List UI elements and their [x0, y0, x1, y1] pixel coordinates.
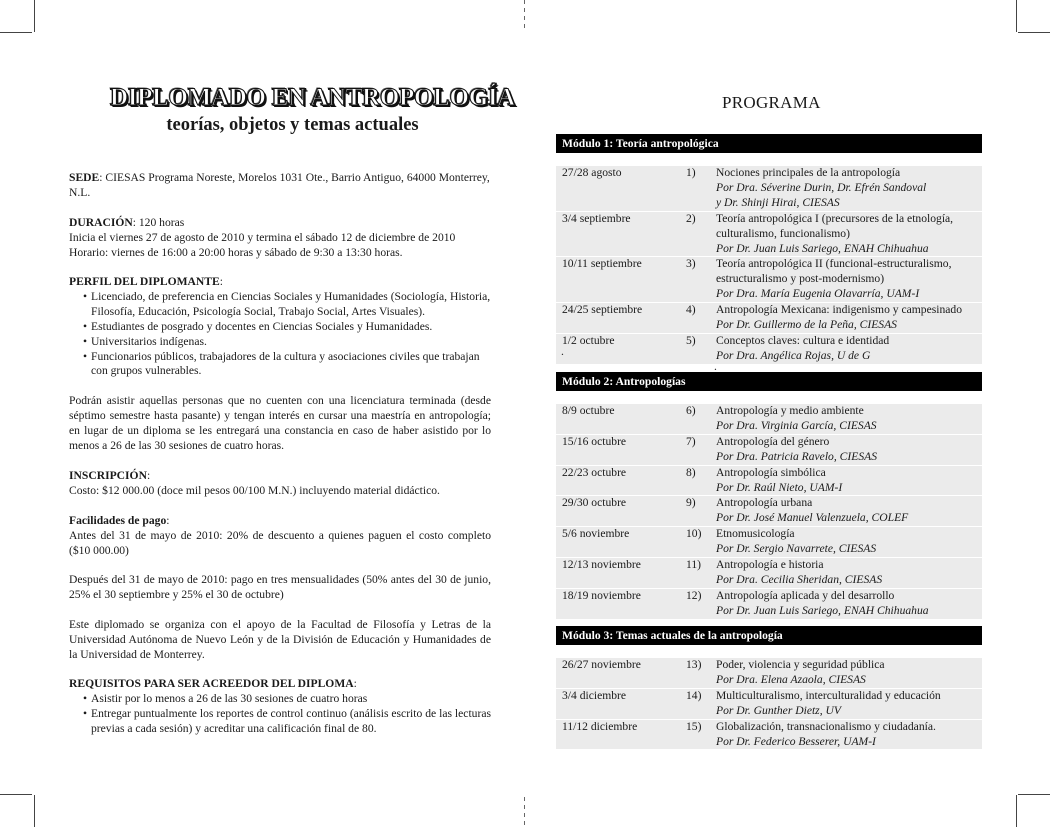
session-instructor: Por Dr. Gunther Dietz, UV	[716, 703, 841, 717]
session-date: 12/13 noviembre	[562, 558, 641, 572]
perfil-item: • Estudiantes de posgrado y docentes en Ciencias Sociales y Humanidades.	[69, 320, 491, 335]
session-topic: Antropología del género	[716, 434, 830, 448]
perfil-section: PERFIL DEL DIPLOMANTE: • Licenciado, de preferencia en Ciencias Sociales y Humanidades (Sociología, Historia, Filosofía, Educación, Psicología Social, Trabajo Social, Artes Visuales). • Estudiantes de posgrado y docentes en Ciencias Sociales y Humanidades. • Universitarios indígenas. • Funcionarios públicos, trabajadores de la cultura y asociaciones civiles que trabajan con grupos vulnerables.	[69, 275, 491, 379]
pago-option-2: Después del 31 de mayo de 2010: pago en tres mensualidades (50% antes del 30 de junio, 25% el 30 septiembre y 25% el 30 de octubre)	[69, 573, 491, 601]
crop-mark	[1016, 795, 1017, 827]
requisito-item: • Entregar puntualmente los reportes de control continuo (análisis escrito de las lecturas previas a cada sesión) y acreditar una calificación final de 80.	[69, 707, 491, 737]
module-1	[556, 134, 982, 364]
pago-section: Facilidades de pago: Antes del 31 de mayo de 2010: 20% de descuento a quienes paguen el costo completo ($10 000.00)	[69, 514, 491, 557]
session-date: 3/4 diciembre	[562, 688, 627, 702]
session-instructor: Por Dr. Federico Besserer, UAM-I	[716, 734, 876, 748]
session-instructor: Por Dra. Angélica Rojas, U de G	[716, 348, 871, 362]
session-row	[556, 588, 982, 619]
session-row	[556, 165, 982, 211]
inscripcion-section: INSCRIPCIÓN: Costo: $12 000.00 (doce mil pesos 00/100 M.N.) incluyendo material didáctico.	[69, 469, 491, 499]
session-date: 27/28 agosto	[562, 166, 622, 179]
crop-mark	[1018, 794, 1050, 795]
session-instructor: Por Dr. Raúl Nieto, UAM-I	[716, 480, 843, 494]
session-topic: Nociones principales de la antropología	[716, 166, 901, 179]
session-row	[556, 557, 982, 588]
crop-mark	[1016, 0, 1017, 32]
session-date: 5/6 noviembre	[562, 527, 630, 541]
pago-option-1: Antes del 31 de mayo de 2010: 20% de descuento a quienes paguen el costo completo ($10 000.00)	[69, 528, 491, 557]
session-topic: Etnomusicología	[716, 527, 795, 541]
session-row	[556, 688, 982, 719]
session-instructor: Por Dra. Séverine Durin, Dr. Efrén Sandoval	[716, 180, 927, 194]
crop-mark	[34, 795, 35, 827]
crop-mark	[524, 0, 525, 30]
session-date: 3/4 septiembre	[562, 211, 631, 225]
session-date: 18/19 noviembre	[562, 588, 641, 602]
session-instructor: Por Dra. Cecilia Sheridan, CIESAS	[716, 572, 883, 586]
session-number: 6)	[686, 404, 696, 417]
session-date: 29/30 octubre	[562, 496, 627, 510]
session-topic: Multiculturalismo, interculturalidad y educación	[716, 688, 941, 702]
session-topic: Antropología urbana	[716, 496, 813, 510]
crop-mark	[524, 797, 525, 827]
perfil-item: • Universitarios indígenas.	[69, 335, 491, 350]
module-spacer	[556, 153, 982, 165]
session-number: 5)	[686, 333, 696, 347]
session-topic: Antropología e historia	[716, 558, 824, 572]
session-number: 14)	[686, 688, 702, 702]
sede-label: SEDE	[69, 171, 100, 184]
duracion-section	[69, 216, 491, 261]
session-topic: Teoría antropológica I (precursores de la etnología,	[716, 211, 954, 225]
session-topic: Antropología y medio ambiente	[716, 404, 864, 417]
duracion-text: : 120 horas	[132, 216, 185, 229]
module-spacer	[556, 391, 982, 403]
session-instructor: Por Dr. Juan Luis Sariego, ENAH Chihuahua	[716, 241, 929, 255]
session-instructor: Por Dr. Sergio Navarrete, CIESAS	[716, 542, 877, 556]
crop-mark	[0, 794, 32, 795]
crop-mark	[0, 32, 32, 33]
duracion-schedule: Horario: viernes de 16:00 a 20:00 horas y sábado de 9:30 a 13:30 horas.	[69, 245, 403, 259]
inscripcion-cost: Costo: $12 000.00 (doce mil pesos 00/100 M.N.) incluyendo material didáctico.	[69, 483, 440, 497]
session-topic: Antropología simbólica	[716, 465, 826, 479]
session-number: 8)	[686, 465, 696, 479]
podran-paragraph: Podrán asistir aquellas personas que no cuenten con una licenciatura terminada (desde séptimo semestre hasta pasante) y tengan interés en cursar una maestría en antropología; en lugar de un diploma se les entregará una constancia en caso de haber asistido por lo menos a 26 de las 30 sesiones de cuatro horas.	[69, 394, 491, 452]
session-date: 1/2 octubre	[562, 333, 615, 347]
session-row	[556, 526, 982, 557]
perfil-label: PERFIL DEL DIPLOMANTE	[69, 275, 220, 288]
perfil-list	[69, 290, 491, 379]
apoyo-paragraph: Este diplomado se organiza con el apoyo de la Facultad de Filosofía y Letras de la Universidad Autónoma de Nuevo León y de la División de Educación y Humanidades de la Universidad de Monterrey.	[69, 618, 491, 661]
session-number: 10)	[686, 527, 702, 541]
requisitos-list	[69, 692, 491, 737]
module-header: Módulo 3: Temas actuales de la antropología	[556, 626, 982, 645]
module-spacer	[556, 645, 982, 657]
session-topic: Globalización, transnacionalismo y ciudadanía.	[716, 719, 936, 733]
programa-title: PROGRAMA	[722, 93, 821, 112]
session-row	[556, 495, 982, 526]
stray-dot: .	[714, 360, 717, 373]
session-date: 26/27 noviembre	[562, 658, 641, 671]
session-list	[556, 657, 982, 749]
duracion-label: DURACIÓN	[69, 216, 133, 229]
pago-label: Facilidades de pago	[69, 514, 167, 527]
sede-text: : CIESAS Programa Noreste, Morelos 1031 Ote., Barrio Antiguo, 64000 Monterrey, N.L.	[69, 171, 490, 199]
crop-mark	[34, 0, 35, 32]
session-date: 22/23 octubre	[562, 465, 627, 479]
session-topic: estructuralismo y post-modernismo)	[716, 272, 885, 286]
session-row	[556, 403, 982, 434]
module-3	[556, 626, 982, 749]
session-list	[556, 165, 982, 364]
session-number: 3)	[686, 257, 696, 271]
session-instructor: Por Dr. Guillermo de la Peña, CIESAS	[716, 318, 897, 332]
session-date: 11/12 diciembre	[562, 719, 638, 733]
session-row	[556, 657, 982, 688]
session-number: 15)	[686, 719, 702, 733]
session-topic: Antropología Mexicana: indigenismo y campesinado	[716, 303, 962, 317]
session-number: 12)	[686, 588, 702, 602]
session-topic: culturalismo, funcionalismo)	[716, 226, 850, 240]
duracion-dates: Inicia el viernes 27 de agosto de 2010 y termina el sábado 12 de diciembre de 2010	[69, 230, 456, 244]
session-instructor: Por Dr. Juan Luis Sariego, ENAH Chihuahua	[716, 603, 929, 617]
session-topic: Antropología aplicada y del desarrollo	[716, 588, 895, 602]
session-row	[556, 719, 982, 750]
session-row	[556, 256, 982, 302]
module-header: Módulo 1: Teoría antropológica	[556, 134, 982, 153]
session-instructor: Por Dra. María Eugenia Olavarría, UAM-I	[716, 287, 920, 301]
session-list	[556, 403, 982, 619]
session-instructor: Por Dr. José Manuel Valenzuela, COLEF	[716, 511, 909, 525]
session-topic: Conceptos claves: cultura e identidad	[716, 333, 890, 347]
session-row	[556, 211, 982, 257]
session-instructor: Por Dra. Virginia García, CIESAS	[716, 418, 877, 432]
session-date: 10/11 septiembre	[562, 257, 642, 271]
session-number: 4)	[686, 303, 696, 317]
module-header: Módulo 2: Antropologías	[556, 372, 982, 391]
session-date: 8/9 octubre	[562, 404, 615, 417]
session-instructor: y Dr. Shinji Hirai, CIESAS	[716, 195, 840, 209]
session-number: 7)	[686, 434, 696, 448]
session-topic: Teoría antropológica II (funcional-estructuralismo,	[716, 257, 952, 271]
perfil-item: • Funcionarios públicos, trabajadores de la cultura y asociaciones civiles que trabajan con grupos vulnerables.	[69, 350, 491, 380]
diploma-title: DIPLOMADO EN ANTROPOLOGÍA	[110, 84, 516, 111]
session-date: 24/25 septiembre	[562, 303, 643, 317]
sede-section	[69, 171, 491, 201]
session-topic: Poder, violencia y seguridad pública	[716, 658, 885, 671]
session-row	[556, 333, 982, 364]
session-row	[556, 434, 982, 465]
session-number: 1)	[686, 166, 696, 179]
requisitos-label: REQUISITOS PARA SER ACREEDOR DEL DIPLOMA	[69, 677, 354, 690]
session-row	[556, 465, 982, 496]
diploma-subtitle: teorías, objetos y temas actuales	[166, 115, 419, 135]
perfil-item: • Licenciado, de preferencia en Ciencias Sociales y Humanidades (Sociología, Historia, Filosofía, Educación, Psicología Social, Trabajo Social, Artes Visuales).	[69, 290, 491, 320]
session-number: 13)	[686, 658, 702, 671]
requisitos-section: REQUISITOS PARA SER ACREEDOR DEL DIPLOMA: • Asistir por lo menos a 26 de las 30 sesiones de cuatro horas • Entregar puntualmente los reportes de control continuo (análisis escrito de las lecturas previas a cada sesión) y acreditar una calificación final de 80.	[69, 677, 491, 737]
session-row	[556, 302, 982, 333]
session-number: 11)	[686, 558, 702, 572]
module-2	[556, 372, 982, 619]
session-instructor: Por Dra. Elena Azaola, CIESAS	[716, 672, 866, 686]
session-date: 15/16 octubre	[562, 434, 627, 448]
inscripcion-label: INSCRIPCIÓN	[69, 469, 147, 482]
session-number: 9)	[686, 496, 696, 510]
requisito-item: • Asistir por lo menos a 26 de las 30 sesiones de cuatro horas	[69, 692, 491, 707]
session-instructor: Por Dra. Patricia Ravelo, CIESAS	[716, 449, 877, 463]
stray-dot: .	[561, 345, 564, 358]
crop-mark	[1018, 32, 1050, 33]
session-number: 2)	[686, 211, 696, 225]
